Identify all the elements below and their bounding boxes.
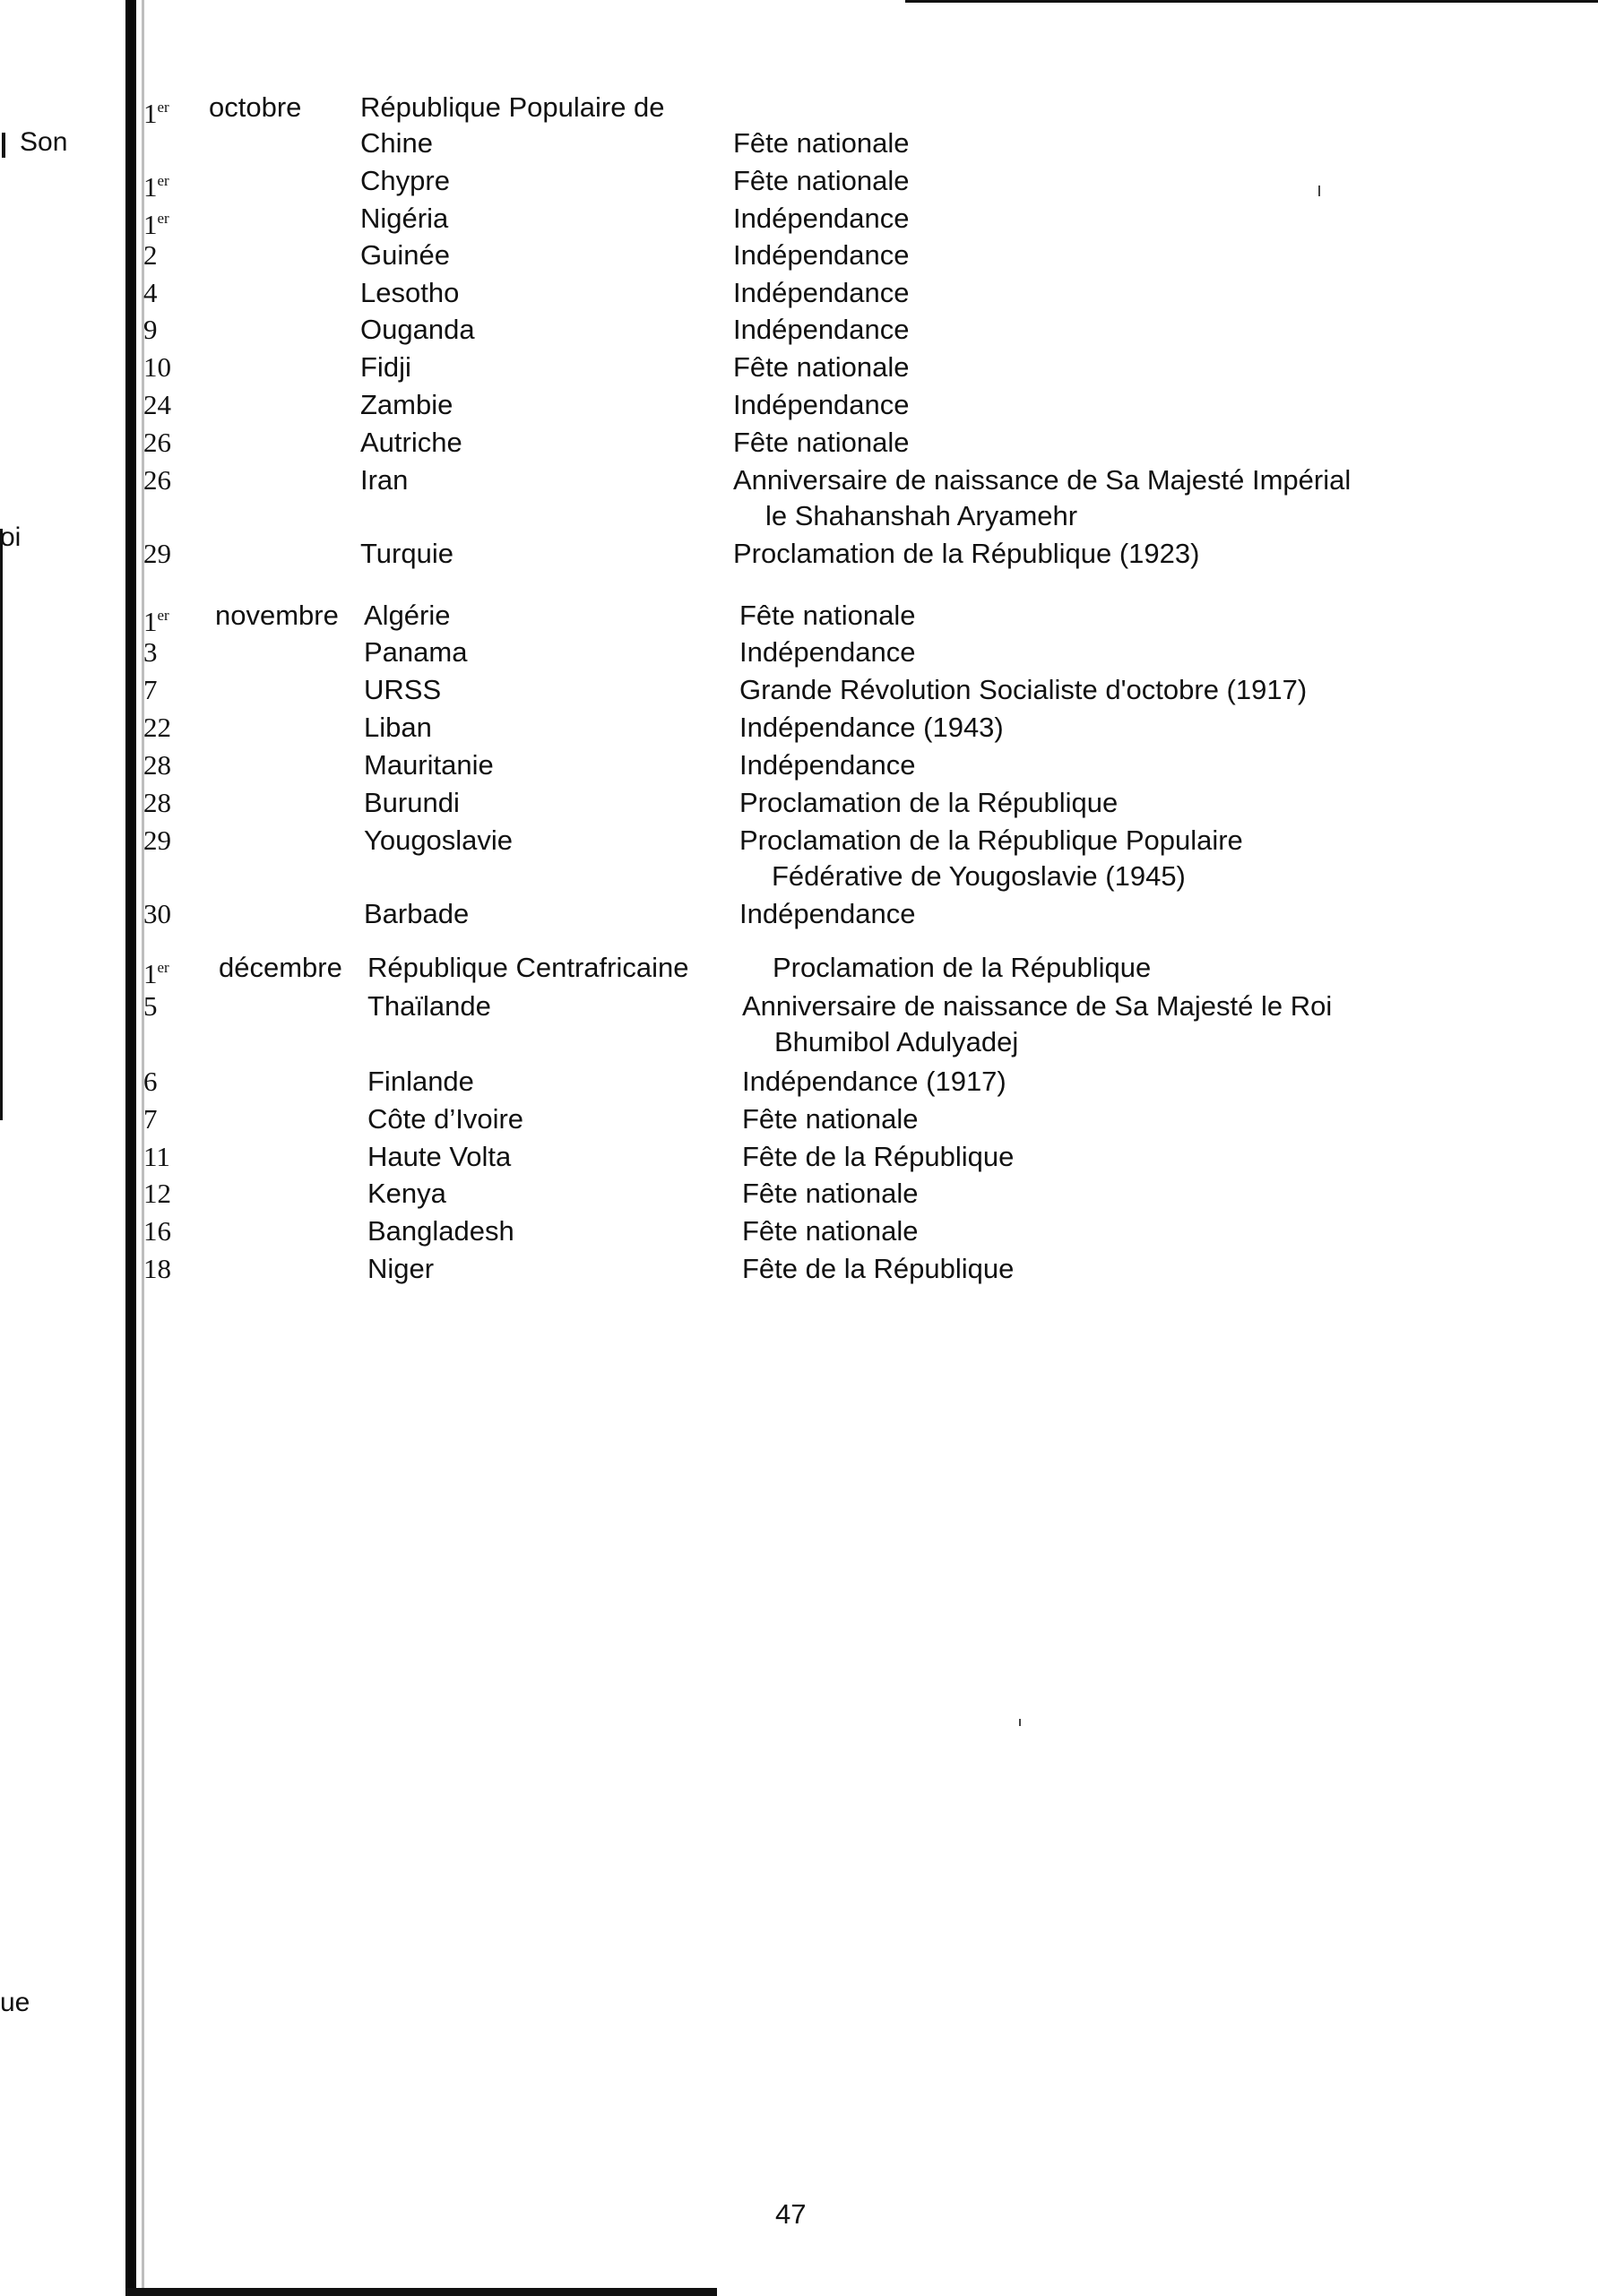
event-text: Indépendance: [739, 636, 916, 668]
day-value: 10: [143, 351, 171, 383]
table-row: [0, 387, 1598, 427]
table-row: [0, 710, 1598, 749]
page-number: 47: [775, 2198, 807, 2230]
day-value: 29: [143, 824, 171, 856]
day-value: 28: [143, 787, 171, 818]
day-value: 30: [143, 898, 171, 929]
country-name: République Centrafricaine: [367, 952, 689, 983]
country-name: Zambie: [360, 389, 453, 420]
table-row: [0, 1101, 1598, 1141]
country-name: Liban: [364, 712, 432, 743]
event-text: Fête nationale: [733, 165, 910, 196]
day-number: [143, 1176, 171, 1212]
table-row: [0, 785, 1598, 824]
country-name: Burundi: [364, 787, 460, 818]
table-row: [0, 201, 1598, 240]
day-value: 1: [143, 606, 158, 637]
day-number: [143, 672, 158, 708]
day-value: 28: [143, 749, 171, 781]
country-name: Lesotho: [360, 277, 460, 308]
event-text: Fête nationale: [733, 351, 910, 383]
day-number: [143, 201, 169, 243]
margin-fragment: Son: [20, 127, 68, 157]
country-name: Bangladesh: [367, 1215, 514, 1247]
event-text: Proclamation de la République (1923): [733, 538, 1200, 569]
event-text: Anniversaire de naissance de Sa Majesté le Roi: [742, 990, 1333, 1022]
event-text: Indépendance (1917): [742, 1066, 1006, 1097]
day-value: 1: [143, 171, 158, 203]
event-text: Indépendance: [733, 203, 910, 234]
day-value: 3: [143, 636, 158, 668]
day-value: 2: [143, 239, 158, 271]
country-name: Kenya: [367, 1178, 446, 1209]
event-text: Proclamation de la République: [739, 787, 1119, 818]
day-value: 1: [143, 209, 158, 240]
country-name: Mauritanie: [364, 749, 494, 781]
country-name: Niger: [367, 1253, 435, 1284]
margin-mark: [2, 133, 5, 158]
country-name: Côte d’Ivoire: [367, 1103, 524, 1135]
day-value: 4: [143, 277, 158, 308]
day-number: [143, 710, 171, 746]
country-name: Haute Volta: [367, 1141, 512, 1172]
day-value: 7: [143, 1103, 158, 1135]
table-row: [0, 462, 1598, 531]
event-text-cont: le Shahanshah Aryamehr: [765, 500, 1078, 531]
day-number: [143, 237, 158, 273]
day-value: 26: [143, 427, 171, 458]
day-value: 11: [143, 1141, 170, 1172]
event-text: Fête nationale: [742, 1215, 919, 1247]
table-row: [0, 747, 1598, 787]
margin-fragment: ue: [0, 1988, 30, 2017]
event-text-cont: Fédérative de Yougoslavie (1945): [772, 860, 1186, 892]
day-number: [143, 90, 169, 132]
country-name: Thaïlande: [367, 990, 491, 1022]
table-row: [0, 1251, 1598, 1290]
day-value: 7: [143, 674, 158, 705]
event-text: Indépendance: [739, 749, 916, 781]
table-row: [0, 823, 1598, 892]
country-name: Ouganda: [360, 314, 475, 345]
event-text: Fête nationale: [733, 427, 910, 458]
country-name: Chypre: [360, 165, 450, 196]
table-row: [0, 275, 1598, 315]
country-name: Guinée: [360, 239, 450, 271]
country-name: Fidji: [360, 351, 411, 383]
table-row: [0, 672, 1598, 712]
table-row: [0, 950, 1598, 989]
event-text: Proclamation de la République: [773, 952, 1152, 983]
day-value: 24: [143, 389, 171, 420]
event-text: Fête de la République: [742, 1141, 1015, 1172]
event-text: Indépendance: [733, 314, 910, 345]
country-name: Panama: [364, 636, 468, 668]
day-number: [143, 950, 169, 992]
event-text: Fête nationale: [733, 127, 910, 159]
event-text: Indépendance: [733, 239, 910, 271]
table-row: [0, 312, 1598, 351]
day-number: [143, 425, 171, 461]
day-ordinal: er: [157, 210, 169, 227]
table-row: [0, 1064, 1598, 1103]
country-name: Finlande: [367, 1066, 474, 1097]
day-number: [143, 634, 158, 670]
event-text: Fête nationale: [739, 600, 916, 631]
table-row: [0, 598, 1598, 637]
month-label: octobre: [209, 91, 302, 123]
day-value: 12: [143, 1178, 171, 1209]
event-text: Fête de la République: [742, 1253, 1015, 1284]
day-number: [143, 1251, 171, 1287]
day-number: [143, 1213, 171, 1249]
day-number: [143, 747, 171, 783]
margin-fragment: oi: [0, 522, 22, 552]
day-value: 22: [143, 712, 171, 743]
country-name: Nigéria: [360, 203, 449, 234]
day-number: [143, 785, 171, 821]
country-name: Turquie: [360, 538, 453, 569]
table-row: [0, 1139, 1598, 1178]
table-row: [0, 988, 1598, 1057]
day-number: [143, 350, 171, 385]
table-row: [0, 163, 1598, 203]
day-value: 1: [143, 958, 158, 989]
day-number: [143, 312, 158, 348]
day-number: [143, 1139, 170, 1175]
bottom-rule: [125, 2288, 717, 2296]
day-value: 16: [143, 1215, 171, 1247]
day-ordinal: er: [157, 172, 169, 189]
day-number: [143, 1064, 158, 1100]
day-value: 5: [143, 990, 158, 1022]
day-number: [143, 598, 169, 640]
print-speck: [1019, 1719, 1021, 1726]
event-text: Fête nationale: [742, 1103, 919, 1135]
table-row: [0, 425, 1598, 464]
event-text: Indépendance: [733, 277, 910, 308]
event-text: Fête nationale: [742, 1178, 919, 1209]
month-label: novembre: [215, 600, 339, 631]
day-number: [143, 823, 171, 859]
day-number: [143, 896, 171, 932]
day-ordinal: er: [157, 607, 169, 624]
country-name: Iran: [360, 464, 409, 496]
country-name: Autriche: [360, 427, 462, 458]
table-row: [0, 896, 1598, 936]
event-text: Grande Révolution Socialiste d'octobre (1917): [739, 674, 1308, 705]
day-value: 26: [143, 464, 171, 496]
day-number: [143, 163, 169, 205]
table-row: [0, 634, 1598, 674]
country-name: Algérie: [364, 600, 451, 631]
day-number: [143, 275, 158, 311]
print-speck: [1318, 186, 1320, 196]
event-text-cont: Bhumibol Adulyadej: [774, 1026, 1019, 1057]
day-number: [143, 988, 158, 1024]
day-value: 18: [143, 1253, 171, 1284]
event-text: Indépendance: [739, 898, 916, 929]
table-row: [0, 350, 1598, 389]
day-number: [143, 1101, 158, 1137]
event-text: Proclamation de la République Populaire: [739, 824, 1243, 856]
day-value: 6: [143, 1066, 158, 1097]
day-ordinal: er: [157, 99, 169, 116]
country-name: République Populaire de: [360, 91, 665, 123]
country-name: Yougoslavie: [364, 824, 514, 856]
country-name: URSS: [364, 674, 442, 705]
day-value: 29: [143, 538, 171, 569]
table-row: [0, 237, 1598, 277]
day-ordinal: er: [157, 959, 169, 976]
day-number: [143, 387, 171, 423]
day-value: 9: [143, 314, 158, 345]
event-text: Anniversaire de naissance de Sa Majesté Impérial: [733, 464, 1352, 496]
month-label: décembre: [219, 952, 342, 983]
day-value: 1: [143, 98, 158, 129]
table-row: [0, 536, 1598, 575]
day-number: [143, 462, 171, 498]
event-text: Indépendance (1943): [739, 712, 1004, 743]
country-name-cont: Chine: [360, 127, 433, 159]
event-text: Indépendance: [733, 389, 910, 420]
table-row: [0, 1176, 1598, 1215]
day-number: [143, 536, 171, 572]
country-name: Barbade: [364, 898, 470, 929]
table-row: [0, 1213, 1598, 1253]
top-rule: [905, 0, 1598, 3]
